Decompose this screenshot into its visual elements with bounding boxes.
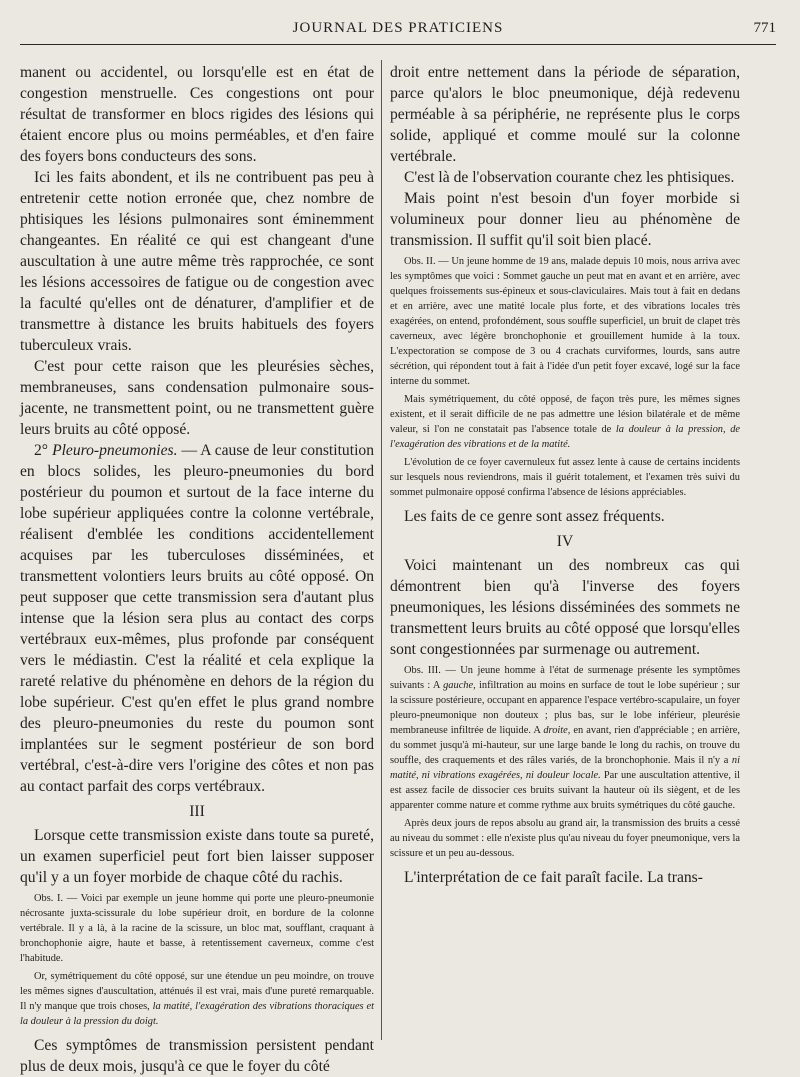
left-column xyxy=(20,62,374,1077)
subheading-pleuro-pneumonies: Pleuro-pneumonies. xyxy=(52,442,178,459)
paragraph: L'interprétation de ce fait paraît facile. La trans- xyxy=(404,869,703,886)
page-header xyxy=(20,18,776,45)
paragraph: Ici les faits abondent, et ils ne contribuent pas peu à entretenir cette notion erronée que, chez nombre de phtisiques les lésions pulmonaires sont éminemment changeantes. En réalité ce qui est changeant d'une auscultation à une autre même très rapprochée, ce sont les lésions accessoires de fatigue ou de congestion avec la faculté qu'elles ont de dénaturer, d'amplifier et de transmettre à distance les bruits habituels des foyers tuberculeux vrais. xyxy=(20,169,374,354)
observation-text: Or, symétriquement du côté opposé, sur une étendue un peu moindre, on trouve les mêmes signes d'auscultation, atténués il est vrai, mais d'une pureté remarquable. Il n'y manque que trois choses, xyxy=(20,971,374,1012)
observation-text: en avant, rien d'appréciable ; en arrière, du sommet jusqu'à mi-hauteur, sur une large bande le long du rachis, on trouve du souffle, des craquements et des râles variés, de la bronchophonie. Mais il n'y a xyxy=(390,725,740,766)
paragraph: C'est pour cette raison que les pleurésies sèches, membraneuses, sans condensation pulmonaire sous-jacente, ne transmettent point, ou ne transmettent guère leurs bruits au côté opposé. xyxy=(20,358,374,438)
observation-3-continued: Après deux jours de repos absolu au grand air, la transmission des bruits a cessé au niveau du sommet : elle n'existe plus qu'au niveau du foyer pneumonique, vers la scissure et un peu au-dessous. xyxy=(390,818,740,859)
paragraph: manent ou accidentel, ou lorsqu'elle est en état de congestion menstruelle. Ces congestions ont pour résultat de transformer en blocs rigides des lésions qui étaient encore plus ou moins perméables, et d'en faire des foyers bons conducteurs des sons. xyxy=(20,64,374,165)
observation-text: Obs. III. — Un jeune homme à l'état de surmenage présente les symptômes suivants : A xyxy=(390,665,740,691)
paragraph: Lorsque cette transmission existe dans toute sa pureté, un examen superficiel peut fort bien laisser supposer qu'il y a un foyer morbide de chaque côté du rachis. xyxy=(20,827,374,886)
column-divider xyxy=(381,60,382,1040)
observation-1: Obs. I. — Voici par exemple un jeune homme qui porte une pleuro-pneumonie nécrosante juxta-scissurale du lobe supérieur droit, en bordure de la colonne vertébrale. Il y a là, à la racine de la scissure, un bloc mat, soufflant, craquant à bronchophonie aigre, haute et basse, à retentissement caverneux, comme c'est l'habitude. xyxy=(20,893,374,964)
paragraph-text: — A cause de leur constitution en blocs solides, les pleuro-pneumonies du bord postérieur du poumon et surtout de la face interne du lobe supérieur appliquées contre la colonne vertébrale, réalisent d'emblée les conditions accidentellement acquises par les tuberculoses disséminées, et transmettent volontiers leurs bruits au côté opposé. On peut supposer que cette transmission sera d'autant plus intense que la lésion sera plus au contact des corps vertébraux eux-mêmes, plus profonde par conséquent vers le médiastin. C'est la réalité et cela explique la rareté relative du phénomène en dehors de la région du lobe supérieur. C'est qu'en effet le plus grand nombre des pleuro-pneumonies du reste du poumon sont implantées sur le segment postérieur de son bord vertébral, c'est-à-dire vers l'origine des côtes et non pas au contact parfait des corps vertébraux. xyxy=(20,442,374,795)
paragraph: Ces symptômes de transmission persistent pendant plus de deux mois, jusqu'à ce que le foyer du côté xyxy=(20,1037,374,1075)
observation-3 xyxy=(390,663,740,813)
observation-2: Obs. II. — Un jeune homme de 19 ans, malade depuis 10 mois, nous arriva avec les symptômes que voici : Sommet gauche un peut mat en avant et en arrière, avec quelques froissements sus-épineux et sous-claviculaires. Mais tout à fait en dedans et en arrière, avec une matité locale plus forte, et des vibrations locales très exagérées, on entend, profondément, sous souffle superficiel, un bruit de clapet très caverneux, avec légère bronchophonie et grouillement humide à la toux. L'expectoration se compose de 3 ou 4 crachats curviformes, lourds, sans autre sécrétion, qui répondent tout à fait à l'idée d'un petit foyer excavé, logé sur la face interne du sommet. xyxy=(390,256,740,387)
paragraph xyxy=(20,440,374,797)
journal-title: JOURNAL DES PRATICIENS xyxy=(292,20,504,36)
paragraph-lead: 2° xyxy=(34,442,53,459)
observation-emphasis: droite, xyxy=(543,725,571,736)
page-number: 771 xyxy=(753,20,776,36)
observation-emphasis: gauche, xyxy=(443,680,476,691)
paragraph: C'est là de l'observation courante chez les phtisiques. xyxy=(404,169,735,186)
paragraph: Voici maintenant un des nombreux cas qui démontrent bien qu'à l'inverse des foyers pneumoniques, les lésions disséminées des sommets ne transmettent leurs bruits au côté opposé que lorsqu'elles sont congestionnées par surmenage ou autrement. xyxy=(390,557,740,658)
observation-2-continued xyxy=(390,392,740,452)
right-column xyxy=(390,62,740,888)
paragraph: Les faits de ce genre sont assez fréquents. xyxy=(404,508,665,525)
section-heading-iv: IV xyxy=(556,533,574,550)
observation-emphasis: la matité, l'exagération des vibrations thoraciques et la douleur à la pression du doigt. xyxy=(20,1001,374,1027)
paragraph: Mais point n'est besoin d'un foyer morbide si volumineux pour donner lieu au phénomène de transmission. Il suffit qu'il soit bien placé. xyxy=(390,190,740,249)
observation-text: infiltration au moins en surface de tout le lobe supérieur ; sur la scissure postérieure, occupant en apparence l'espace vertébro-scapulaire, un foyer pleuro-pneumonique non douteux ; plus bas, sur le lobe inférieur, pleurésie membraneuse infiltrée de liquide. A xyxy=(390,680,740,736)
observation-2-evolution: L'évolution de ce foyer cavernuleux fut assez lente à cause de certains incidents sur lesquels nous reviendrons, mais il guérit totalement, et l'examen très suivi du sommet pulmonaire opposé confirma l'absence de lésions appréciables. xyxy=(390,457,740,498)
section-heading-iii: III xyxy=(189,803,205,820)
observation-text: Mais symétriquement, du côté opposé, de façon très pure, les mêmes signes existent, et il serait difficile de ne pas admettre une lésion bilatérale et de même valeur, si l'on ne constatait pas l'absence totale de xyxy=(390,394,740,435)
observation-emphasis: la douleur à la pression, de l'exagération des vibrations et de la matité. xyxy=(390,424,741,450)
paragraph: droit entre nettement dans la période de séparation, parce qu'alors le bloc pneumonique, déjà redevenu perméable à sa périphérie, ne représente plus le corps solide, appliqué et comme moulé sur la colonne vertébrale. xyxy=(390,64,740,165)
observation-text: Par une auscultation attentive, il est assez facile de dissocier ces bruits suivant la hauteur où ils siègent, et de les apparenter comme nature et comme rythme aux bruits symétriques du côté gauche. xyxy=(390,770,740,811)
observation-1-continued xyxy=(20,969,374,1029)
observation-emphasis: ni matité, ni vibrations exagérées, ni douleur locale. xyxy=(390,755,740,781)
